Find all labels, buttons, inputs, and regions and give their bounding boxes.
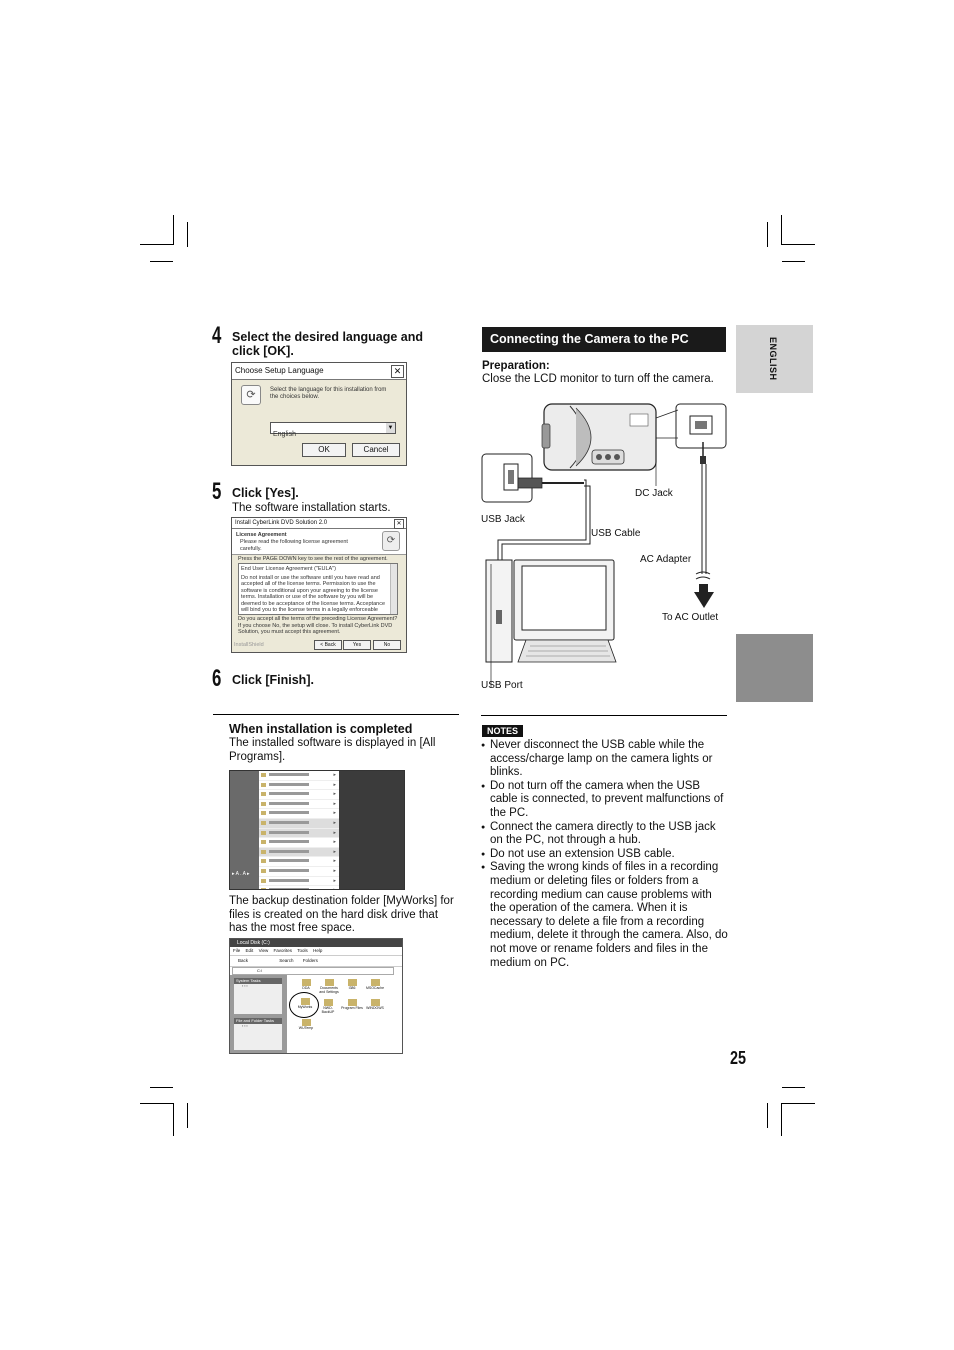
divider bbox=[481, 715, 727, 716]
file-folder-tasks-header: File and Folder Tasks bbox=[234, 1018, 282, 1024]
folder-item[interactable]: Documents and Settings bbox=[318, 979, 340, 994]
folder-item[interactable]: DDA bbox=[296, 979, 316, 990]
ok-button[interactable]: OK bbox=[302, 443, 346, 457]
crop-mark bbox=[782, 244, 815, 245]
crop-mark bbox=[187, 222, 188, 247]
preparation-text: Close the LCD monitor to turn off the camera. bbox=[482, 373, 714, 385]
note-item: ● Saving the wrong kinds of files in a recording medium or deleting files or folders from a recording medium can cause problems with the operation of the camera. When it is necessary to delete a file from a recording medium, delete it through the camera. Also, do not move or rename folders and files in the medium on PC. bbox=[481, 861, 729, 970]
folder-grid bbox=[290, 975, 400, 1053]
note-item: ● Do not use an extension USB cable. bbox=[481, 848, 729, 862]
completed-heading: When installation is completed bbox=[229, 722, 413, 736]
myworks-highlight-circle bbox=[289, 992, 319, 1018]
task-pane: System Tasks ▪ ▪ ▪ File and Folder Tasks ▪ ▪ ▪ bbox=[230, 975, 287, 1053]
backup-text: The backup destination folder [MyWorks] for files is created on the hard disk drive that has the most free space. bbox=[229, 895, 454, 935]
camera-illustration bbox=[542, 404, 656, 470]
eula-text-box[interactable] bbox=[238, 563, 398, 615]
connection-diagram bbox=[480, 398, 735, 698]
dialog-title: Choose Setup Language bbox=[232, 363, 406, 380]
eula-title: End User License Agreement ("EULA") bbox=[241, 566, 337, 572]
step-5-number: 5 bbox=[212, 478, 222, 505]
no-button[interactable]: No bbox=[373, 640, 401, 650]
menu-tools[interactable]: Tools bbox=[297, 948, 308, 953]
crop-mark bbox=[173, 215, 174, 245]
menu-view[interactable]: View bbox=[258, 948, 269, 953]
folder-item[interactable]: NWD-BackUP bbox=[317, 999, 339, 1014]
crop-mark bbox=[767, 222, 768, 247]
note-item: ● Do not turn off the camera when the USB cable is connected, to prevent malfunctions of the PC. bbox=[481, 780, 729, 821]
divider bbox=[213, 714, 459, 715]
usb-cable-label: USB Cable bbox=[591, 528, 641, 539]
explorer-screenshot bbox=[229, 938, 403, 1054]
crop-mark bbox=[173, 1103, 174, 1136]
step-6-text: Click [Finish]. bbox=[232, 673, 314, 687]
folder-item[interactable]: WUTemp bbox=[296, 1019, 316, 1030]
folder-item[interactable]: I386 bbox=[342, 979, 362, 990]
crop-mark bbox=[781, 1103, 782, 1136]
close-icon[interactable]: ✕ bbox=[391, 365, 404, 378]
notes-list bbox=[481, 739, 729, 970]
myworks-folder[interactable]: MyWorks bbox=[295, 998, 315, 1009]
yes-button[interactable]: Yes bbox=[343, 640, 371, 650]
dialog-title: Install CyberLink DVD Solution 2.0 bbox=[232, 518, 406, 529]
crop-mark bbox=[767, 1103, 768, 1128]
dc-jack-label: DC Jack bbox=[635, 488, 673, 499]
language-select-value: English bbox=[273, 431, 296, 438]
usb-port-label: USB Port bbox=[481, 680, 523, 691]
preparation-label: Preparation: bbox=[482, 360, 550, 372]
crop-mark bbox=[782, 1087, 805, 1088]
english-tab-label: ENGLISH bbox=[768, 337, 778, 381]
grey-tab bbox=[736, 634, 813, 702]
back-button[interactable]: < Back bbox=[314, 640, 342, 650]
step-6-number: 6 bbox=[212, 665, 222, 692]
search-toolbar-button[interactable]: Search bbox=[279, 958, 294, 963]
license-subheading: Please read the following license agreement carefully. bbox=[240, 539, 348, 552]
notes-badge: NOTES bbox=[482, 725, 523, 737]
step-5-text: Click [Yes]. bbox=[232, 486, 299, 500]
menu-edit[interactable]: Edit bbox=[245, 948, 254, 953]
folder-item[interactable]: Program Files bbox=[341, 999, 363, 1010]
language-select[interactable] bbox=[270, 422, 396, 438]
license-heading: License Agreement bbox=[236, 532, 287, 538]
scrollbar[interactable] bbox=[390, 564, 397, 614]
crop-mark bbox=[782, 1103, 815, 1104]
install-icon: ⟳ bbox=[382, 531, 400, 551]
folders-toolbar-button[interactable]: Folders bbox=[302, 958, 318, 963]
all-programs-screenshot: ▸ A . A ▸ ▸ ▸ ▸ ▸ ▸ ▸ ▸ ▸ ▸ ▸ ▸ ▸ bbox=[229, 770, 405, 890]
close-icon[interactable]: ✕ bbox=[394, 519, 404, 529]
explorer-menubar bbox=[230, 947, 402, 956]
explorer-title: Local Disk (C:) bbox=[237, 940, 270, 946]
folder-item[interactable]: MSOCache bbox=[364, 979, 386, 990]
license-instruction: Press the PAGE DOWN key to see the rest of the agreement. bbox=[238, 556, 388, 562]
note-item: ● Connect the camera directly to the USB jack on the PC, not through a hub. bbox=[481, 821, 729, 848]
step-4-text: Select the desired language and click [OK]. bbox=[232, 330, 424, 358]
license-question: Do you accept all the terms of the preceding License Agreement? If you choose No, the setup will close. To install CyberLink DVD Solution, you must accept this agreement. bbox=[238, 616, 398, 635]
address-bar[interactable] bbox=[232, 967, 394, 975]
setup-icon: ⟳ bbox=[241, 385, 261, 405]
address-value: C:\ bbox=[257, 968, 263, 973]
cancel-button[interactable]: Cancel bbox=[352, 443, 400, 457]
page-number: 25 bbox=[730, 1048, 747, 1068]
dialog-message: Select the language for this installation from the choices below. bbox=[270, 387, 387, 400]
crop-mark bbox=[140, 1103, 173, 1104]
completed-text: The installed software is displayed in [All Programs]. bbox=[229, 737, 436, 763]
english-tab bbox=[736, 325, 813, 393]
step-4-number: 4 bbox=[212, 322, 222, 349]
to-ac-outlet-label: To AC Outlet bbox=[662, 612, 719, 623]
system-tasks-header: System Tasks bbox=[234, 978, 282, 984]
folder-item[interactable]: WINDOWS bbox=[364, 999, 386, 1010]
crop-mark bbox=[187, 1103, 188, 1128]
section-title: Connecting the Camera to the PC bbox=[482, 327, 726, 352]
license-dialog bbox=[231, 517, 407, 653]
note-item: ● Never disconnect the USB cable while the access/charge lamp on the camera lights or blinks. bbox=[481, 739, 729, 780]
crop-mark bbox=[150, 1087, 173, 1088]
crop-mark bbox=[150, 261, 173, 262]
crop-mark bbox=[781, 215, 782, 245]
installshield-footer: InstallShield bbox=[234, 642, 264, 648]
explorer-toolbar bbox=[230, 956, 402, 967]
ac-adapter-label: AC Adapter bbox=[640, 554, 692, 565]
menu-favorites[interactable]: Favorites bbox=[273, 948, 293, 953]
step-5-subtext: The software installation starts. bbox=[232, 502, 391, 514]
usb-jack-label: USB Jack bbox=[481, 514, 525, 525]
chevron-down-icon: ▼ bbox=[387, 425, 394, 431]
choose-language-dialog bbox=[231, 362, 407, 466]
crop-mark bbox=[140, 244, 173, 245]
back-toolbar-button[interactable]: Back bbox=[238, 958, 249, 963]
menu-file[interactable]: File bbox=[233, 948, 241, 953]
eula-body: Do not install or use the software until you have read and accepted all of the license terms. Permission to use the software is conditional upon your agreeing to the license terms. Installation or use of the software by you will be deemed to be acceptance of the license terms. Acceptance will bind you to the license terms in a legally enforceable bbox=[241, 574, 386, 613]
crop-mark bbox=[782, 261, 805, 262]
menu-help[interactable]: Help bbox=[313, 948, 323, 953]
